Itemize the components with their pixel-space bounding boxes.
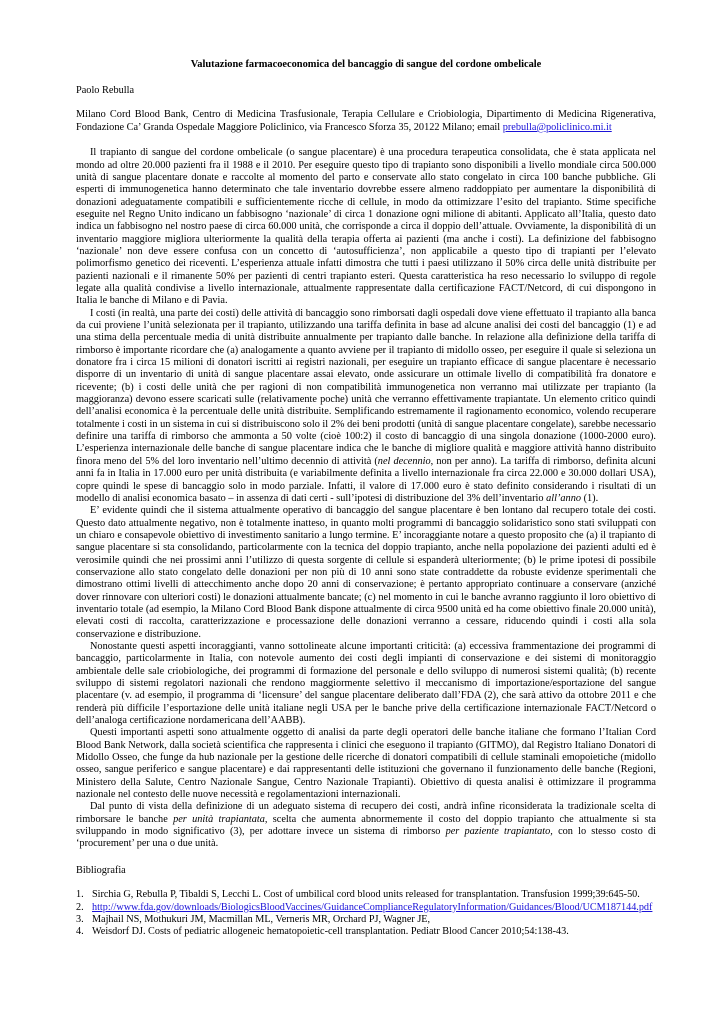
reference-number: 2. (76, 901, 84, 913)
reference-item (76, 889, 656, 901)
paragraph-criticalities: Nonostante questi aspetti incoraggianti, vanno sottolineate alcune importanti criticità: (a) eccessiva frammentazione dei programmi di bancaggio, particolarmente in Italia, con notevole aumento dei costi degli impianti di conservazione e dei sistemi di monitoraggio ambientale delle sale criobiologiche, dei programmi di formazione del personale e dello sviluppo di numerosi sistemi qualità; (b) recente sviluppo di sistemi regolatori nazionali che rendono maggiormente selettivo il meccanismo di importazione/esportazione del sangue placentare (v. ad esempio, il programma di ‘licensure’ del sangue placentare deliberato dall’FDA (2), che sarà attivo da ottobre 2011 e che renderà più difficile l’esportazione delle unità italiane negli USA per le banche prive della certificazione internazionale FACT/Netcord o dell’analoga certificazione nordamericana dell’AABB). (76, 640, 656, 727)
paragraph-conclusion (76, 801, 656, 850)
document-title: Valutazione farmacoeconomica del bancaggio di sangue del cordone ombelicale (190, 59, 542, 70)
email-link[interactable]: prebulla@policlinico.mi.it (502, 121, 612, 133)
emphasis-per-paziente: per paziente trapiantato, (445, 826, 553, 838)
paragraph-costs-text-c: (1). (581, 492, 599, 504)
paragraph-intro: Il trapianto di sangue del cordone ombelicale (o sangue placentare) è una procedura terapeutica consolidata, che è stata applicata nel mondo ad oltre 20.000 pazienti fra il 1988 e il 2010. Per eseguire questo tipo di trapianto sono disponibili a livello mondiale circa 500.000 unità di sangue placentare donate e raccolte al momento del parto e conservate allo stato congelato in circa 100 banche pubbliche. Gli esperti di immunogenetica hanno determinato che tale inventario dovrebbe essere almeno raddoppiato per aumentare la disponibilità di donazioni adeguatamente compatibili e sufficientemente ricche di cellule, in modo da ottimizzare l’esito del trapianto. Stime specifiche eseguite nel Regno Unito indicano un fabbisogno ‘nazionale’ di circa 1 donazione ogni milione di abitanti. Applicato all’Italia, questo dato indica un fabbisogno nel nostro paese di circa 60.000 unità, che corrisponde a circa il doppio dell’attuale. Ovviamente, la disponibilità di un inventario maggiore migliora ulteriormente la qualità della terapia offerta ai pazienti (ma anche i costi). La definizione del fabbisogno ‘nazionale’ non deve essere confusa con un concetto di ‘autosufficienza’, non applicabile a questo tipo di trapianti per l’elevato polimorfismo genetico dei riceventi. L’esperienza attuale infatti dimostra che tutti i paesi utilizzano il 50% circa delle unità distribuite per pazienti nazionali e il rimanente 50% per pazienti di centri trapianto esteri. Questa caratteristica ha reso necessario lo sviluppo di regole legate alla qualità condivise a livello internazionale, attualmente rappresentate dalla certificazione FACT/Netcord, di cui dispongono in Italia le banche di Milano e di Pavia. (76, 147, 656, 307)
reference-number: 4. (76, 926, 84, 938)
paragraph-costs-text-b: , non per anno). La tariffa di rimborso, definita alcuni anni fa in Italia in 17.000 euro per unità distribuita (e variabilmente definita a livello internazionale fra circa 22.000 e 30.000 dollari USA), copre quindi le spese di bancaggio solo in modo parziale. Infatti, il valore di 17.000 euro è stato definito considerando i risultati di un modello di analisi economica basato – in assenza di dati certi - sull’ipotesi di distribuzione del 3% dell’inventario (76, 455, 656, 504)
reference-item (76, 902, 656, 914)
paragraph-network: Questi importanti aspetti sono attualmente oggetto di analisi da parte degli operatori delle banche italiane che formano l’Italian Cord Blood Bank Network, dalla società scientifica che rappresenta i clinici che eseguono il trapianto (GITMO), dal Registro Italiano Donatori di Midollo Osseo, che funge da hub nazionale per la gestione delle ricerche di donatori compatibili di cellule staminali emopoietiche (midollo osseo, sangue periferico e sangue placentare) e dai rappresentanti delle istituzioni che governano il funzionamento delle banche (Regioni, Ministero della Salute, Centro Nazionale Sangue, Centro Nazionale Trapianti). Obiettivo di questa analisi è ottimizzare il programma nazionale nel contesto delle nuove necessità e regolamentazioni internazionali. (76, 727, 656, 801)
paragraph-costs-text-a: I costi (in realtà, una parte dei costi) delle attività di bancaggio sono rimborsati dagli ospedali dove viene effettuato il trapianto alla banca da cui proviene l’unità selezionata per il trapianto, utilizzando una tariffa definita in base ad alcune analisi dei costi del bancaggio (1) e ad una stima della percentuale media di unità distribuite annualmente per trapianto dalle banche. In relazione alla definizione della tariffa di rimborso è importante ricordare che (a) analogamente a quanto avviene per il trapianto di midollo osseo, per eseguire il quale si seleziona un donatore fra i circa 15 milioni di donatori iscritti ai registri nazionali, per eseguire un trapianto efficace di sangue placentare è necessario disporre di un inventario di unità di sangue placentare assai elevato, onde assicurare un ottimale livello di compatibilità fra donatore e ricevente; (b) i costi delle unità che per ragioni di non compatibilità immunogenetica non verranno mai utilizzate per trapianto (la maggioranza) devono essere scaricati sulle (relativamente poche) unità che verranno effettivamente trapiantate. Un elemento critico quindi dell’analisi economica è la percentuale delle unità distribuite. Semplificando estremamente il ragionamento economico, volendo recuperare totalmente i costi in un sistema in cui si distribuiscono solo il 2% dei beni prodotti (unità di sangue placentare congelate), sarebbe necessario definire una tariffa di rimborso che ammonta a 50 volte (cioè 100:2) il costo di bancaggio di una singola donazione (1000-2000 euro). L’esperienza internazionale delle banche di sangue placentare indica che le banche di migliore qualità e maggiore attività hanno distribuito finora meno del 5% del loro inventario nell’ultimo decennio di attività ( (76, 307, 656, 467)
paragraph-conclusion-text-c: con lo stesso costo di ‘procurement’ per una o due unità. (76, 826, 657, 850)
reference-text: Sirchia G, Rebulla P, Tibaldi S, Lecchi L. Cost of umbilical cord blood units released for transplantation. Transfusion 1999;39:645-50. (92, 889, 640, 901)
paragraph-conclusion-text-a: Dal punto di vista della definizione di un adeguato sistema di recupero dei costi, andrà infine riconsiderata la tradizionale scelta di rimborsare le banche (76, 801, 656, 825)
reference-item (76, 926, 656, 938)
emphasis-all-anno: all’anno (546, 492, 582, 504)
emphasis-per-unita: per unità trapiantata, (173, 813, 268, 825)
affiliation-text: Milano Cord Blood Bank, Centro di Medicina Trasfusionale, Terapia Cellulare e Criobiologia, Dipartimento di Medicina Rigenerativa, Fondazione Ca’ Granda Ospedale Maggiore Policlinico, via Francesco Sforza 35, 20122 Milano; email (76, 109, 656, 133)
reference-number: 1. (76, 889, 84, 901)
paragraph-costs (76, 308, 656, 506)
reference-text: Weisdorf DJ. Costs of pediatric allogeneic hematopoietic-cell transplantation. Pediatr Blood Cancer 2010;54:138-43. (92, 926, 569, 938)
reference-link[interactable]: http://www.fda.gov/downloads/BiologicsBloodVaccines/GuidanceComplianceRegulatoryInformation/Guidances/Blood/UCM187144.pdf (92, 901, 653, 913)
reference-item (76, 914, 656, 926)
author-affiliation (76, 109, 656, 134)
bibliography-heading: Bibliografia (76, 864, 126, 876)
article-body (76, 147, 656, 851)
author-name: Paolo Rebulla (76, 85, 135, 96)
paragraph-conclusion-text-b: scelta che aumenta abnormemente il costo del doppio trapianto che attualmente si sta sviluppando in modo significativo (3), per adottare invece un sistema di rimborso (76, 813, 656, 838)
paragraph-evidence: E’ evidente quindi che il sistema attualmente operativo di bancaggio del sangue placentare è ben lontano dal recupero totale dei costi. Questo dato attualmente negativo, non è totalmente inatteso, in quanto molti programmi di bancaggio solidaristico sono stati sviluppati con un chiaro e consapevole obiettivo di investimento sanitario a lungo termine. E’ incoraggiante notare a questo proposito che (a) il trapianto di sangue placentare si sta consolidando, particolarmente con la tecnica del doppio trapianto, anche nella popolazione dei pazienti adulti ed è verosimile quindi che nei prossimi anni l’utilizzo di questa sorgente di cellule si espanderà ulteriormente; (b) le prime ipotesi di possibile conservazione allo stato congelato delle donazioni per non più di 10 anni sono state contraddette da robuste evidenze sperimentali che dimostrano ottimi livelli di attecchimento anche dopo 20 anni di conservazione; è pertanto appropriato continuare a conservare (anziché dover rinnovare con ulteriori costi) le donazioni attualmente bancate; (c) nel momento in cui le banche avranno raggiunto il loro obiettivo di inventario totale (ad esempio, la Milano Cord Blood Bank dispone attualmente di circa 9500 unità ed ha come obiettivo finale 20.000 unità), elevati costi di raccolta, caratterizzazione e processazione delle donazioni verranno a cessare, riducendo quindi i costi alla sola conservazione e distribuzione. (76, 505, 656, 640)
reference-number: 3. (76, 914, 84, 926)
emphasis-nel-decennio: nel decennio (377, 455, 431, 467)
reference-list (76, 889, 656, 939)
reference-text: Majhail NS, Mothukuri JM, Macmillan ML, Verneris MR, Orchard PJ, Wagner JE, (92, 914, 431, 926)
